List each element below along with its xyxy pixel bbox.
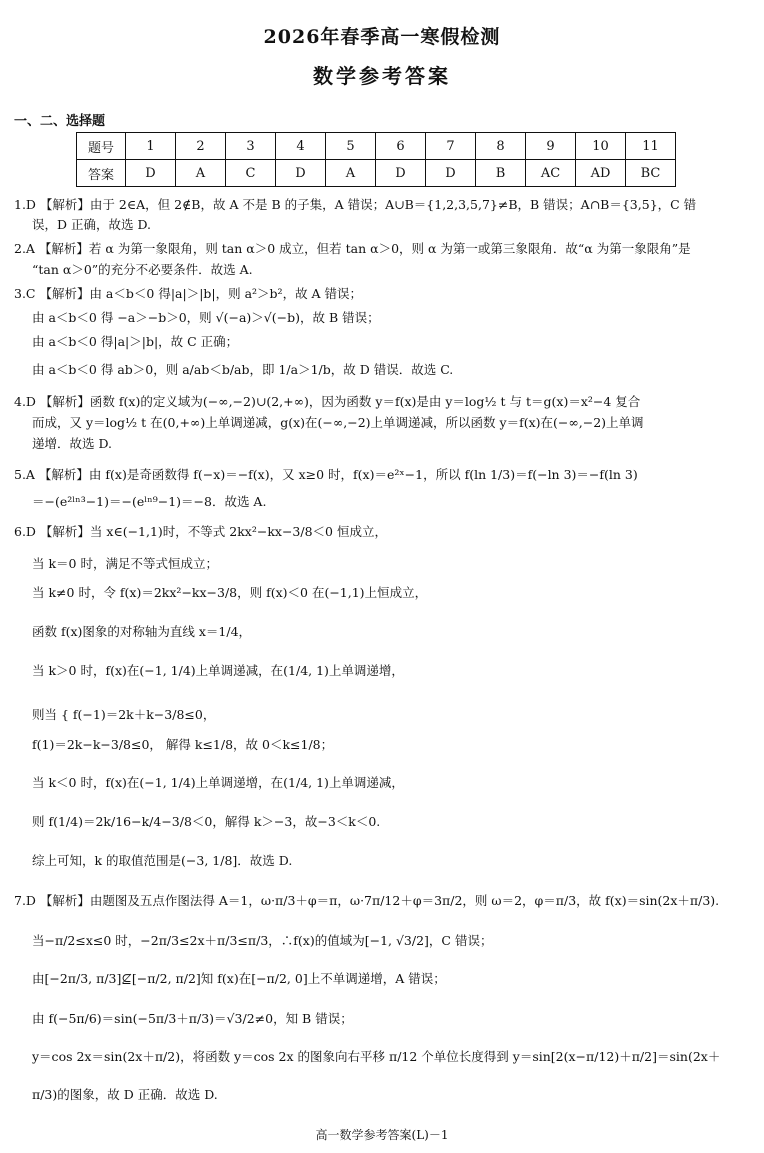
table-cell: D: [376, 160, 426, 187]
solution-line: 由 a＜b＜0 得|a|＞|b|，故 C 正确；: [32, 334, 239, 349]
table-cell: D: [426, 160, 476, 187]
solution-line: 误，D 正确，故选 D.: [32, 217, 152, 232]
table-cell: C: [226, 160, 276, 187]
table-cell: 8: [476, 133, 526, 160]
solution-line: 由 a＜b＜0 得 −a＞−b＞0，则 √(−a)＞√(−b)，故 B 错误；: [32, 310, 380, 325]
table-cell: B: [476, 160, 526, 187]
table-row-label: 题号: [77, 133, 126, 160]
table-cell: D: [276, 160, 326, 187]
solution-line: 6.D 【解析】当 x∈(−1,1)时，不等式 2kx²−kx−3/8＜0 恒成立，: [14, 524, 387, 539]
table-cell: 3: [226, 133, 276, 160]
solution-line: 由 a＜b＜0 得 ab＞0，则 a/ab＜b/ab，即 1/a＞1/b，故 D 错误．故选 C.: [32, 362, 454, 377]
solution-line: y＝cos 2x＝sin(2x＋π/2)，将函数 y＝cos 2x 的图象向右平移 π/12 个单位长度得到 y＝sin[2(x−π/12)＋π/2]＝sin(2x＋: [32, 1049, 721, 1064]
solution-line: 则 f(1/4)＝2k/16−k/4−3/8＜0，解得 k＞−3，故−3＜k＜0.: [32, 814, 381, 829]
table-cell: 10: [576, 133, 626, 160]
table-cell: A: [326, 160, 376, 187]
solution-line: f(1)＝2k−k−3/8≤0， 解得 k≤1/8，故 0＜k≤1/8；: [32, 737, 334, 752]
answer-table: [76, 132, 676, 187]
solution-line: π/3)的图象，故 D 正确．故选 D.: [32, 1087, 218, 1102]
table-cell: 1: [126, 133, 176, 160]
solution-line: 当 k＝0 时，满足不等式恒成立；: [32, 556, 218, 571]
solution-line: 当−π/2≤x≤0 时，−2π/3≤2x＋π/3≤π/3，∴f(x)的值域为[−1, √3/2]，C 错误；: [32, 933, 493, 948]
table-cell: 2: [176, 133, 226, 160]
solution-line: 2.A 【解析】若 α 为第一象限角，则 tan α＞0 成立，但若 tan α＞0，则 α 为第一或第三象限角．故“α 为第一象限角”是: [14, 241, 691, 256]
solution-line: 递增．故选 D.: [32, 436, 113, 451]
solution-line: 3.C 【解析】由 a＜b＜0 得|a|＞|b|，则 a²＞b²，故 A 错误；: [14, 286, 363, 301]
table-row-numbers: [77, 133, 676, 160]
page-footer: 高一数学参考答案(L)－1: [315, 1128, 449, 1142]
table-cell: AD: [576, 160, 626, 187]
solution-line: 当 k≠0 时，令 f(x)＝2kx²−kx−3/8，则 f(x)＜0 在(−1,1)上恒成立，: [32, 585, 428, 600]
solution-line: 当 k＜0 时，f(x)在(−1, 1/4)上单调递增，在(1/4, 1)上单调递减，: [32, 775, 404, 790]
table-cell: 5: [326, 133, 376, 160]
table-cell: 4: [276, 133, 326, 160]
table-cell: 11: [626, 133, 676, 160]
solution-line: 由[−2π/3, π/3]⊈[−π/2, π/2]知 f(x)在[−π/2, 0]上不单调递增，A 错误；: [32, 971, 446, 986]
solution-line: 5.A 【解析】由 f(x)是奇函数得 f(−x)＝−f(x)，又 x≥0 时，f(x)＝e²ˣ−1，所以 f(ln 1/3)＝f(−ln 3)＝−f(ln 3): [14, 467, 638, 482]
solution-line: 函数 f(x)图象的对称轴为直线 x＝1/4，: [32, 624, 252, 639]
page-subtitle: 数学参考答案: [313, 64, 451, 88]
solution-line: “tan α＞0”的充分不必要条件．故选 A.: [32, 262, 253, 277]
solution-line: 当 k＞0 时，f(x)在(−1, 1/4)上单调递减，在(1/4, 1)上单调递增，: [32, 663, 404, 678]
table-row-label: 答案: [77, 160, 126, 187]
section-heading: 一、二、选择题: [14, 114, 106, 129]
table-cell: 6: [376, 133, 426, 160]
page-title: 2026年春季高一寒假检测: [263, 26, 501, 48]
table-cell: D: [126, 160, 176, 187]
table-cell: 9: [526, 133, 576, 160]
solution-line: 则当 { f(−1)＝2k＋k−3/8≤0，: [32, 707, 216, 722]
table-cell: 7: [426, 133, 476, 160]
solution-line: 而成，又 y＝log½ t 在(0,+∞)上单调递减，g(x)在(−∞,−2)上单调递减，所以函数 y＝f(x)在(−∞,−2)上单调: [32, 415, 644, 430]
table-cell: AC: [526, 160, 576, 187]
table-cell: BC: [626, 160, 676, 187]
solution-line: 1.D 【解析】由于 2∈A，但 2∉B，故 A 不是 B 的子集，A 错误；A∪B＝{1,2,3,5,7}≠B，B 错误；A∩B＝{3,5}，C 错: [14, 197, 697, 212]
table-row-answers: [77, 160, 676, 187]
solution-line: 综上可知，k 的取值范围是(−3, 1/8]．故选 D.: [32, 853, 293, 868]
solution-line: ＝−(e²ˡⁿ³−1)＝−(eˡⁿ⁹−1)＝−8．故选 A.: [32, 494, 267, 509]
table-cell: A: [176, 160, 226, 187]
solution-line: 4.D 【解析】函数 f(x)的定义域为(−∞,−2)∪(2,+∞)，因为函数 y＝f(x)是由 y＝log½ t 与 t＝g(x)＝x²−4 复合: [14, 394, 641, 409]
solution-line: 7.D 【解析】由题图及五点作图法得 A＝1，ω·π/3＋φ＝π，ω·7π/12＋φ＝3π/2，则 ω＝2，φ＝π/3，故 f(x)＝sin(2x＋π/3).: [14, 893, 720, 908]
solution-line: 由 f(−5π/6)＝sin(−5π/3＋π/3)＝√3/2≠0，知 B 错误；: [32, 1011, 353, 1026]
